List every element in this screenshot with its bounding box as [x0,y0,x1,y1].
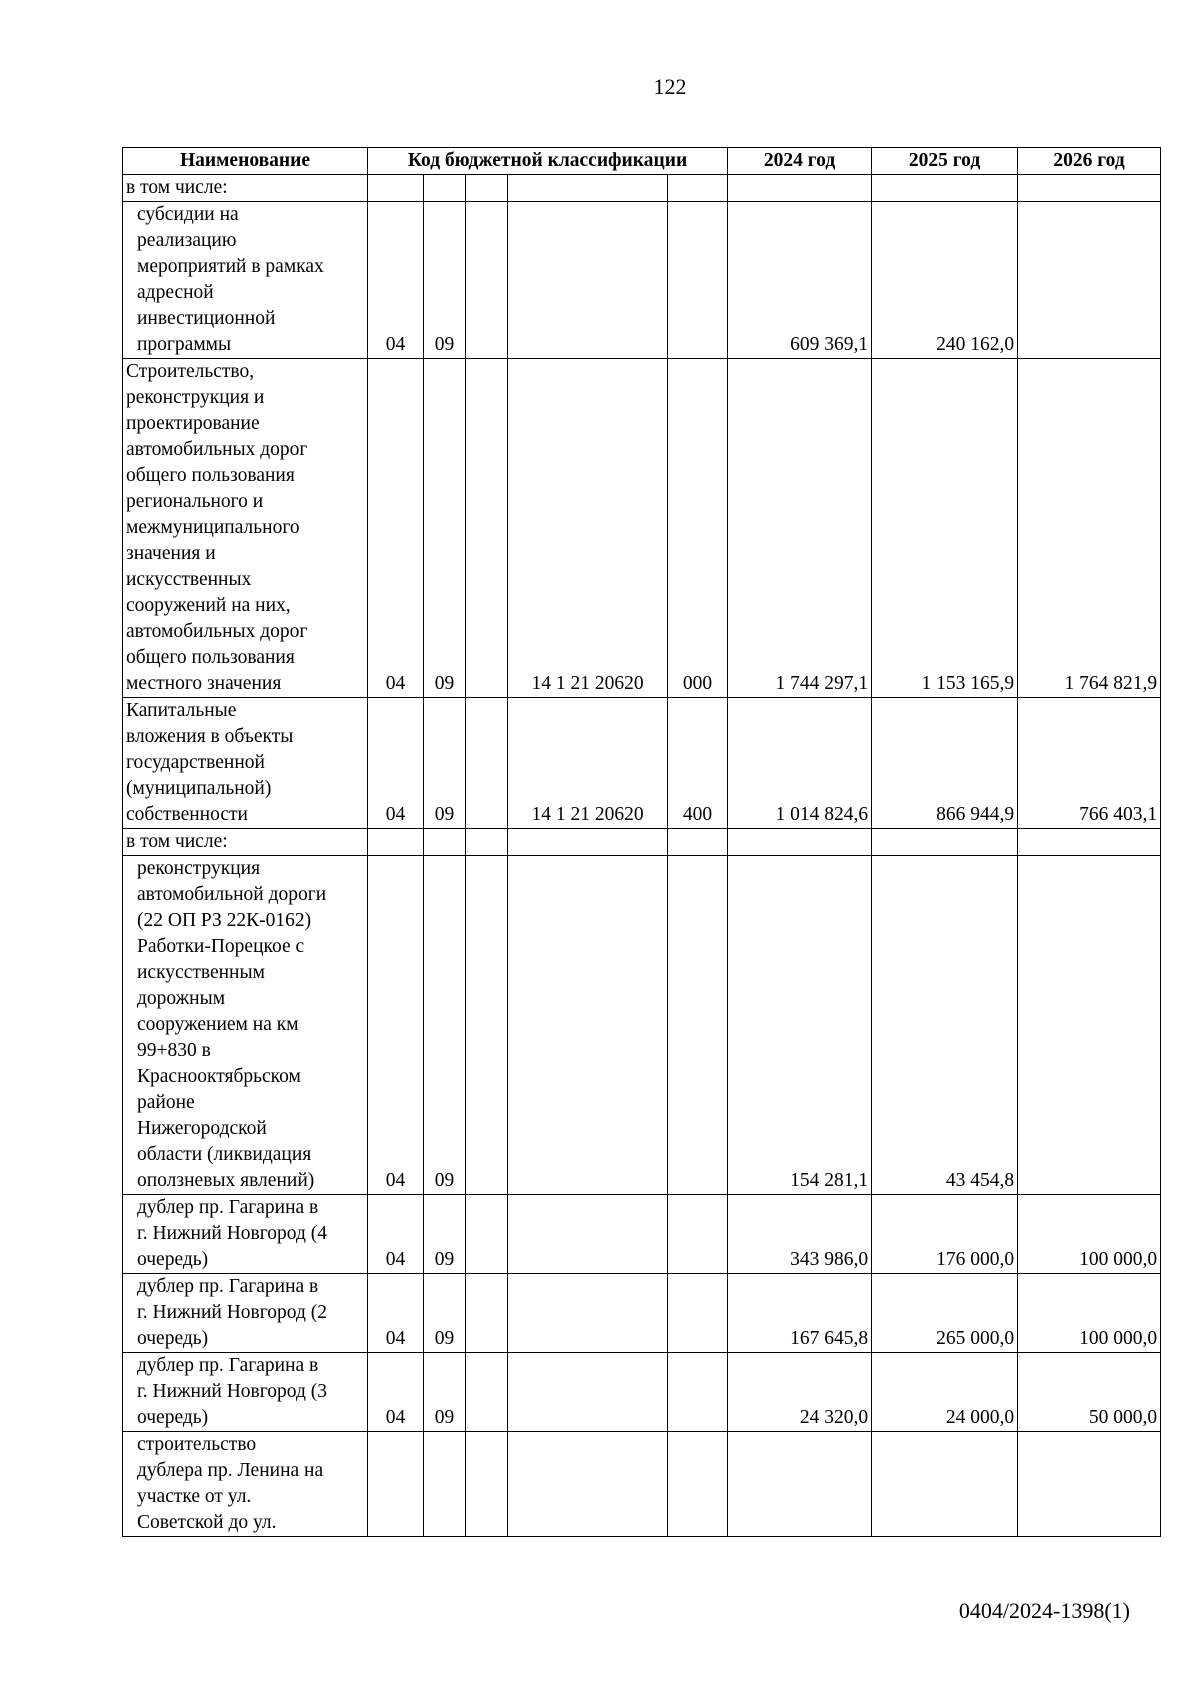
row-name-line: очередь) [137,1407,209,1428]
row-name-line: Советской до ул. [137,1512,277,1533]
row-name-line: автомобильной дороги [137,884,327,905]
page-number: 122 [653,74,687,99]
code-expense-type: 000 [668,359,728,698]
code-section: 04 [368,698,424,829]
row-name-line: участке от ул. [137,1486,252,1507]
code-expense-type [668,856,728,1195]
value-2025: 43 454,8 [872,856,1018,1195]
value-2025: 24 000,0 [872,1353,1018,1432]
code-subsection: 09 [424,202,466,359]
row-name-line: в том числе: [126,831,228,852]
code-subsection: 09 [424,1274,466,1353]
row-name [123,856,368,1195]
code-expense-type [668,829,728,856]
code-empty [466,175,508,202]
code-section [368,175,424,202]
row-name-line: искусственных [126,569,252,590]
code-expense-type [668,1353,728,1432]
value-2026 [1018,856,1161,1195]
code-section [368,1432,424,1537]
value-2025: 240 162,0 [872,202,1018,359]
row-name-line: Работки-Порецкое с [137,936,305,957]
row-name-line: собственности [126,804,248,825]
row-name [123,698,368,829]
code-section: 04 [368,202,424,359]
value-2026 [1018,202,1161,359]
table-row [123,856,1161,1195]
code-empty [466,1432,508,1537]
row-name-line: инвестиционной [137,308,276,329]
code-subsection [424,175,466,202]
row-name-line: дорожным [137,988,226,1009]
value-2024: 1 744 297,1 [728,359,872,698]
row-name-line: очередь) [137,1328,209,1349]
code-subsection: 09 [424,1195,466,1274]
row-name-line: 99+830 в [137,1040,211,1061]
row-name-line: дублер пр. Гагарина в [137,1355,319,1376]
code-empty [466,202,508,359]
row-name-line: г. Нижний Новгород (2 [137,1302,328,1323]
row-name-line: реконструкция и [126,387,265,408]
code-empty [466,359,508,698]
code-expense-type [668,1432,728,1537]
row-name-line: сооружений на них, [126,595,291,616]
table-row [123,698,1161,829]
row-name-line: адресной [137,282,214,303]
table-body [123,175,1161,1537]
value-2026: 100 000,0 [1018,1274,1161,1353]
table-row [123,359,1161,698]
code-section: 04 [368,1353,424,1432]
value-2026: 1 764 821,9 [1018,359,1161,698]
code-target [508,1353,668,1432]
row-name-line: проектирование [126,413,260,434]
code-target [508,1195,668,1274]
row-name [123,1432,368,1537]
code-empty [466,1195,508,1274]
value-2026: 50 000,0 [1018,1353,1161,1432]
value-2026 [1018,175,1161,202]
row-name [123,359,368,698]
value-2026: 766 403,1 [1018,698,1161,829]
row-name-line: районе [137,1092,195,1113]
code-expense-type [668,175,728,202]
code-section [368,829,424,856]
code-empty [466,1274,508,1353]
header-2025: 2025 год [872,148,1018,175]
header-name: Наименование [123,148,368,175]
code-target [508,829,668,856]
row-name-line: субсидии на [137,204,239,225]
value-2025: 866 944,9 [872,698,1018,829]
value-2024 [728,1432,872,1537]
value-2025 [872,829,1018,856]
table-row [123,1274,1161,1353]
value-2025: 265 000,0 [872,1274,1018,1353]
row-name-line: общего пользования [126,465,295,486]
code-target [508,175,668,202]
code-empty [466,829,508,856]
table-row [123,202,1161,359]
code-target [508,202,668,359]
row-name-line: автомобильных дорог [126,439,308,460]
code-expense-type [668,202,728,359]
header-2026: 2026 год [1018,148,1161,175]
table-header-row [123,148,1161,175]
value-2024: 167 645,8 [728,1274,872,1353]
row-name-line: дублер пр. Гагарина в [137,1276,319,1297]
value-2024 [728,829,872,856]
row-name-line: Краснооктябрьском [137,1066,301,1087]
row-name-line: Нижегородской [137,1118,267,1139]
table-row [123,829,1161,856]
row-name-line: общего пользования [126,647,295,668]
code-section: 04 [368,1195,424,1274]
row-name-line: государственной [126,752,265,773]
value-2024 [728,175,872,202]
value-2025: 176 000,0 [872,1195,1018,1274]
row-name-line: (22 ОП РЗ 22К-0162) [137,910,312,931]
code-empty [466,698,508,829]
code-subsection: 09 [424,359,466,698]
code-expense-type: 400 [668,698,728,829]
row-name-line: регионального и [126,491,264,512]
table-row [123,1353,1161,1432]
value-2026 [1018,1432,1161,1537]
code-expense-type [668,1274,728,1353]
row-name-line: автомобильных дорог [126,621,308,642]
table-row [123,1432,1161,1537]
code-subsection [424,829,466,856]
code-subsection [424,1432,466,1537]
code-target [508,1274,668,1353]
row-name [123,1274,368,1353]
header-2024: 2024 год [728,148,872,175]
value-2025 [872,1432,1018,1537]
row-name [123,175,368,202]
budget-table [122,147,1161,1537]
row-name-line: строительство [137,1434,257,1455]
row-name [123,829,368,856]
row-name-line: искусственным [137,962,265,983]
table-row [123,1195,1161,1274]
value-2024: 154 281,1 [728,856,872,1195]
row-name-line: реализацию [137,230,237,251]
value-2025: 1 153 165,9 [872,359,1018,698]
row-name-line: очередь) [137,1249,209,1270]
code-empty [466,1353,508,1432]
row-name-line: программы [137,334,232,355]
row-name-line: Капитальные [126,700,237,721]
value-2024: 1 014 824,6 [728,698,872,829]
row-name-line: Строительство, [126,361,255,382]
row-name [123,1353,368,1432]
table-row [123,175,1161,202]
row-name-line: реконструкция [137,858,261,879]
value-2025 [872,175,1018,202]
row-name-line: г. Нижний Новгород (4 [137,1223,328,1244]
row-name-line: дублера пр. Ленина на [137,1460,324,1481]
value-2024: 609 369,1 [728,202,872,359]
row-name-line: местного значения [126,673,282,694]
value-2026: 100 000,0 [1018,1195,1161,1274]
code-subsection: 09 [424,698,466,829]
code-subsection: 09 [424,1353,466,1432]
row-name [123,202,368,359]
row-name-line: в том числе: [126,177,228,198]
code-target [508,1432,668,1537]
code-target: 14 1 21 20620 [508,359,668,698]
row-name-line: значения и [126,543,216,564]
value-2026 [1018,829,1161,856]
document-id: 0404/2024-1398(1) [958,1598,1130,1623]
code-target: 14 1 21 20620 [508,698,668,829]
code-section: 04 [368,856,424,1195]
row-name-line: оползневых явлений) [137,1170,315,1191]
header-code: Код бюджетной классификации [368,148,728,175]
code-expense-type [668,1195,728,1274]
code-subsection: 09 [424,856,466,1195]
value-2024: 24 320,0 [728,1353,872,1432]
row-name-line: сооружением на км [137,1014,299,1035]
row-name-line: г. Нижний Новгород (3 [137,1381,328,1402]
code-empty [466,856,508,1195]
row-name [123,1195,368,1274]
code-section: 04 [368,359,424,698]
row-name-line: (муниципальной) [126,778,272,799]
row-name-line: дублер пр. Гагарина в [137,1197,319,1218]
row-name-line: межмуниципального [126,517,300,538]
code-target [508,856,668,1195]
value-2024: 343 986,0 [728,1195,872,1274]
code-section: 04 [368,1274,424,1353]
row-name-line: мероприятий в рамках [137,256,324,277]
row-name-line: вложения в объекты [126,726,294,747]
row-name-line: области (ликвидация [137,1144,312,1165]
